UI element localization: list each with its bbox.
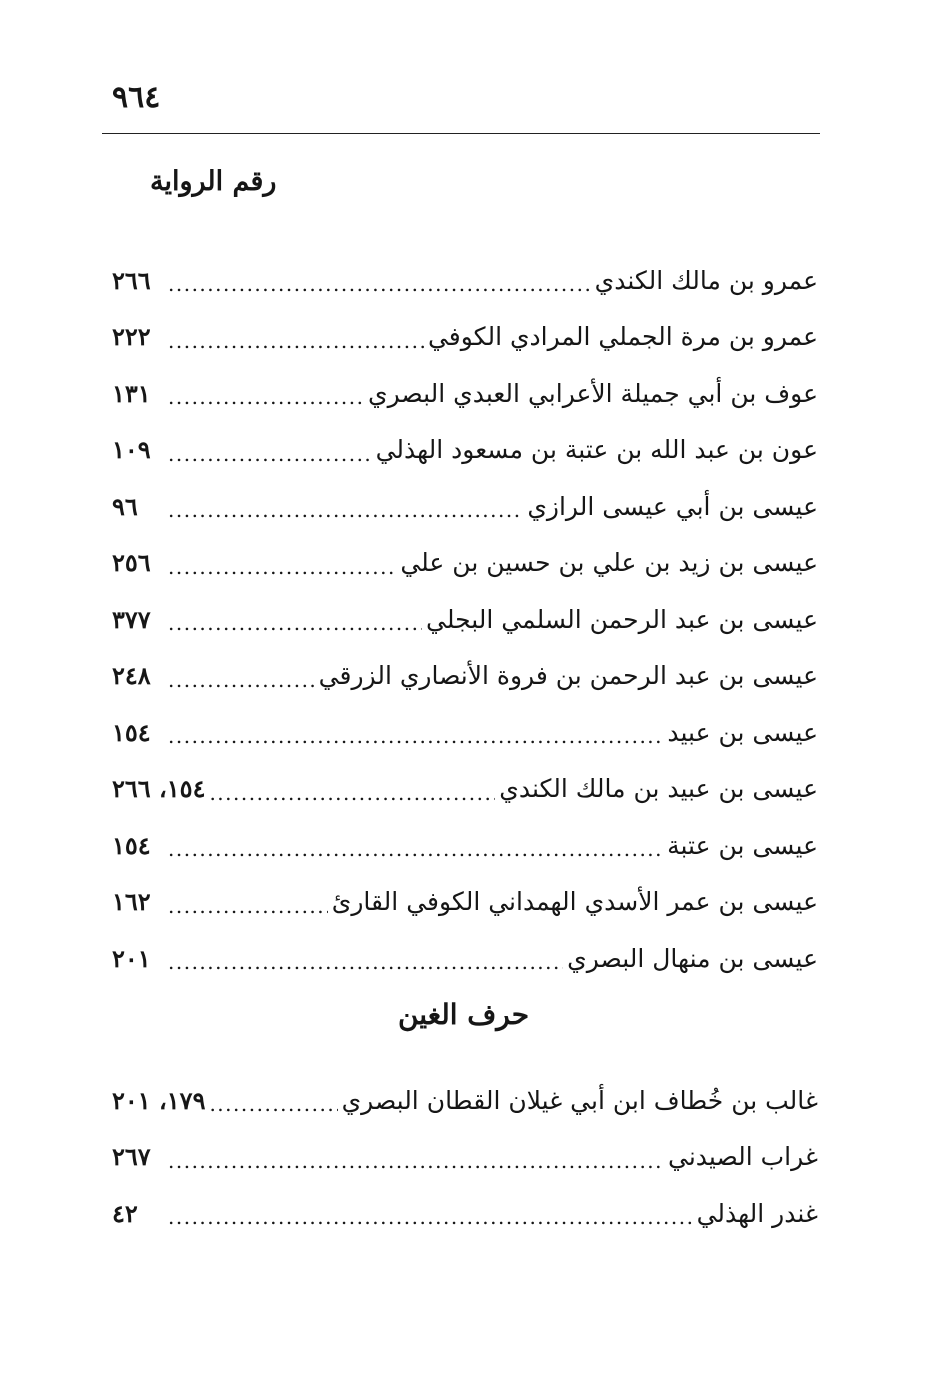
entry-reference: ١٥٤ [112, 830, 151, 860]
dot-leader [168, 434, 372, 466]
list-item [112, 1185, 818, 1242]
list-item [112, 252, 818, 309]
entry-name: غراب الصيدني [668, 1142, 818, 1172]
dot-leader [168, 829, 663, 861]
dot-leader [168, 1141, 664, 1173]
entry-list-ghain [112, 1072, 818, 1242]
entry-reference: ١٧٩، ٢٠١ [112, 1085, 206, 1115]
entry-reference: ١٦٢ [112, 887, 151, 917]
entry-reference: ١٠٩ [112, 435, 151, 465]
list-item [112, 478, 818, 535]
entry-reference: ٢٠١ [112, 943, 151, 973]
entry-reference: ٢٢٢ [112, 322, 151, 352]
entry-reference: ٢٦٦ [112, 265, 151, 295]
entry-name: عون بن عبد الله بن عتبة بن مسعود الهذلي [375, 435, 818, 465]
list-item [112, 704, 818, 761]
dot-leader [168, 490, 523, 522]
entry-reference: ٢٤٨ [112, 661, 151, 691]
column-title: رقم الرواية [150, 166, 277, 197]
entry-name: عيسى بن عبيد بن مالك الكندي [499, 774, 818, 804]
entry-name: غندر الهذلي [696, 1198, 818, 1228]
dot-leader [209, 773, 495, 805]
dot-leader [168, 603, 422, 635]
entry-reference: ٣٧٧ [112, 604, 151, 634]
entry-name: عيسى بن عمر الأسدي الهمداني الكوفي القارئ [331, 887, 818, 917]
list-item [112, 761, 818, 818]
dot-leader [168, 942, 563, 974]
entry-reference: ٩٦ [112, 491, 138, 521]
entry-name: عمرو بن مرة الجملي المرادي الكوفي [427, 322, 818, 352]
dot-leader [168, 660, 315, 692]
dot-leader [168, 264, 591, 296]
dot-leader [209, 1084, 337, 1116]
dot-leader [168, 716, 663, 748]
list-item [112, 817, 818, 874]
dot-leader [168, 321, 424, 353]
dot-leader [168, 377, 364, 409]
entry-reference: ١٣١ [112, 378, 151, 408]
dot-leader [168, 886, 328, 918]
entry-name: عيسى بن أبي عيسى الرازي [527, 491, 818, 521]
header-rule [102, 133, 820, 134]
list-item [112, 535, 818, 592]
list-item [112, 1072, 818, 1129]
page-number: ٩٦٤ [112, 80, 161, 115]
entry-name: عيسى بن عبد الرحمن السلمي البجلي [426, 604, 818, 634]
list-item [112, 1129, 818, 1186]
entry-name: عيسى بن عتبة [667, 830, 818, 860]
entry-name: عيسى بن زيد بن علي بن حسين بن علي [400, 548, 818, 578]
entry-reference: ١٥٤، ٢٦٦ [112, 774, 206, 804]
list-item [112, 930, 818, 987]
list-item [112, 365, 818, 422]
list-item [112, 309, 818, 366]
entry-name: غالب بن خُطاف ابن أبي غيلان القطان البصري [341, 1085, 818, 1115]
list-item [112, 591, 818, 648]
entry-reference: ١٥٤ [112, 717, 151, 747]
entry-reference: ٤٢ [112, 1198, 138, 1228]
dot-leader [168, 1197, 693, 1229]
list-item [112, 422, 818, 479]
entry-reference: ٢٥٦ [112, 548, 151, 578]
entry-name: عيسى بن عبيد [667, 717, 818, 747]
list-item [112, 874, 818, 931]
entry-name: عيسى بن منهال البصري [567, 943, 818, 973]
entry-name: عمرو بن مالك الكندي [594, 265, 818, 295]
list-item [112, 648, 818, 705]
section-heading: حرف الغين [397, 998, 530, 1031]
entry-list-ain [112, 252, 818, 987]
entry-name: عيسى بن عبد الرحمن بن فروة الأنصاري الزرقي [318, 661, 818, 691]
dot-leader [168, 547, 396, 579]
entry-reference: ٢٦٧ [112, 1142, 151, 1172]
entry-name: عوف بن أبي جميلة الأعرابي العبدي البصري [368, 378, 818, 408]
